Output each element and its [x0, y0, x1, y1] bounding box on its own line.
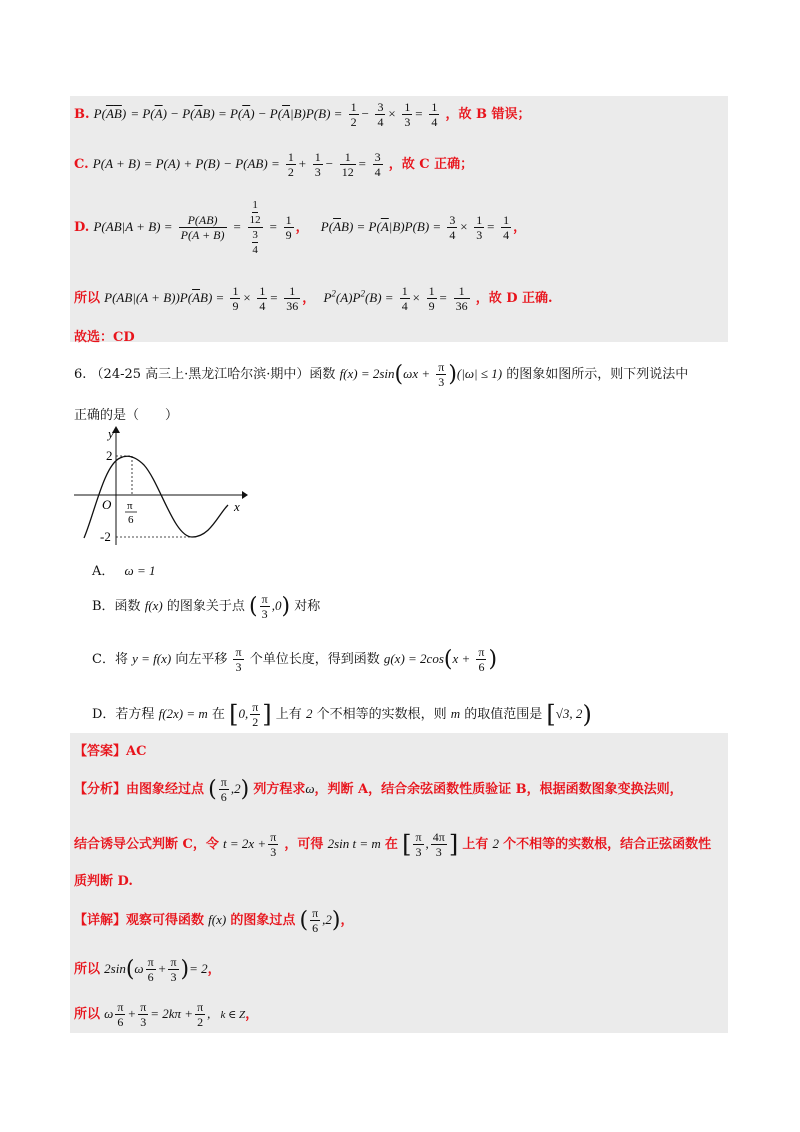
analysis-line-3: 质判断 D. [74, 874, 133, 889]
option-B: B．函数 f(x) 的图象关于点 ( $\frac{\pi}{3}$ ,0) 对称 [92, 592, 321, 621]
answer-label: 【答案】AC [74, 744, 147, 759]
question-number: 6. [74, 367, 87, 382]
option-A: A． ω = 1 [92, 563, 156, 579]
analysis-line-2: 结合诱导公式判断 C，令 t = 2x + $\frac{\pi}{3}$ ，可得 2sin t = m 在 [ $\frac{\pi}{3}$ , $\frac{4\pi}{3}$ ] 上有 2 个不相等的实数根，结合正弦函数性 [74, 830, 712, 859]
solution-so-line: 所以 $P(AB|(A + B))P(\overline{A}B)$ = $\frac{1}{9}$ × $\frac{1}{4}$ = $\frac{1}{36}$ ， $P^2(A)P^2(B)$ = $\frac{1}{4}$ × $\frac{1}{9}$ = $\frac{1}{36}$ ，故 D 正确. [74, 284, 553, 313]
detail-line-3: 所以 ω $\frac{\pi}{6}$ + $\frac{\pi}{3}$ = 2kπ + $\frac{\pi}{2}$ , k ∈ Z， [74, 1000, 259, 1029]
option-C: C．将 y = f(x) 向左平移 $\frac{\pi}{3}$ 个单位长度，得到函数 g(x) = 2cos(x + $\frac{\pi}{6}$ ) [92, 645, 498, 674]
min-label: -2 [100, 529, 111, 544]
option-D: D．若方程 f(2x) = m 在 [0, $\frac{\pi}{2}$ ] 上有 2 个不相等的实数根，则 m 的取值范围是 [√3, 2) [92, 700, 592, 729]
origin-label: O [102, 497, 112, 512]
tick-num: π [127, 500, 133, 512]
detail-line-2: 所以 2sin(ω $\frac{\pi}{6}$ + $\frac{\pi}{3}$ )= 2， [74, 955, 221, 984]
x-axis-label: x [234, 499, 240, 514]
question-6-stem: 6. （24-25 高三上·黑龙江哈尔滨·期中）函数 f(x) = 2sin(ωx + $\frac{\pi}{3}$ )(|ω| ≤ 1) 的图象如图所示，则下列说法中 [74, 360, 689, 389]
max-label: 2 [106, 448, 113, 463]
x-axis-arrow [242, 491, 248, 499]
question-source: （24-25 高三上·黑龙江哈尔滨·期中）函数 [90, 367, 336, 382]
analysis-line-1: 【分析】由图象经过点 ( $\frac{\pi}{6}$ ,2) 列方程求ω，判断 A，结合余弦函数性质验证 B，根据函数图象变换法则， [74, 775, 683, 804]
sine-graph [70, 425, 250, 550]
tick-den: 6 [128, 514, 134, 526]
solution-B-line: B. $P(\overline{A}\overline{B}) = P(\overline{A}) - P(\overline{A}B) = P(\overline{A}) - P(\overline{A}|B)P(B)$ = $\frac{1}{2}$ − $\frac{3}{4}$ × $\frac{1}{3}$ = $\frac{1}{4}$ ，故 B 错误； [74, 100, 531, 129]
solution-D-line: D. P(AB|A + B) = $\frac{P(AB)}{P(A + B)}$ = 1 12 3 4 = $\frac{1}{9}$ ， $P(\overline{A}B) = P(\overline{A}|B)P(B)$ = $\frac{3}{4}$ × $\frac{1}{3}$ = $\frac{1}{4}$ ， [74, 199, 527, 256]
question-6-line2: 正确的是（ ） [74, 408, 179, 423]
y-axis-label: y [108, 426, 114, 441]
detail-line-1: 【详解】观察可得函数 f(x) 的图象过点 ( $\frac{\pi}{6}$ ,2)， [74, 906, 354, 935]
solution-choose: 故选：CD [74, 330, 135, 345]
solution-C-line: C. P(A + B) = P(A) + P(B) − P(AB) = $\frac{1}{2}$ + $\frac{1}{3}$ − $\frac{1}{12}$ = $\frac{3}{4}$ ，故 C 正确； [74, 150, 474, 179]
